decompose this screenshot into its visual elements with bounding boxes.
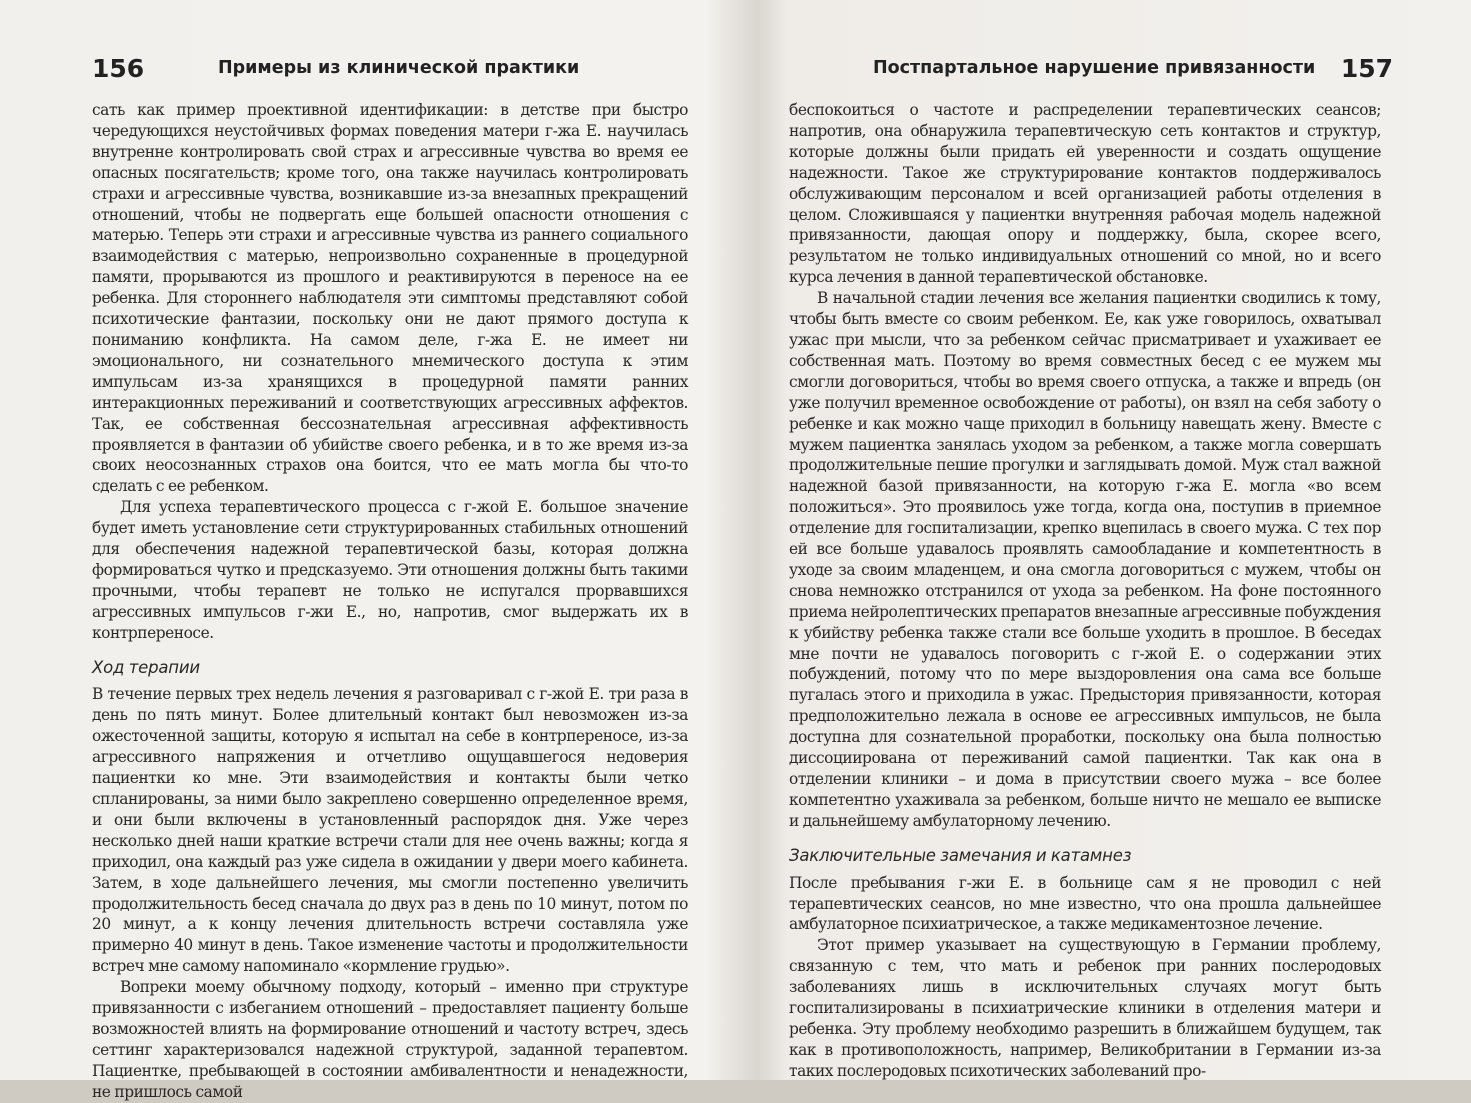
right-page-header [873,52,1393,92]
paragraph: В начальной стадии лечения все желания пациентки сводились к тому, чтобы быть вместе со своим ребенком. Ее, как уже говорилось, охватывал ужас при мысли, что за ребенком сейчас присматривает и ухаживает ее собственная мать. Поэтому во время совместных бесед с ее мужем мы смогли договориться, чтобы во время своего отпуска, а также и впредь (он уже получил временное освобождение от работы), он взял на себя заботу о ребенке и как можно чаще приходил в больницу навещать жену. Вместе с мужем пациентка занялась уходом за ребенком, а также могла совершать продолжительные пешие прогулки и заглядывать домой. Муж стал важной надежной базой привязанности, на которую г-жа Е. могла «во всем положиться». Это проявилось уже тогда, когда она, поступив в приемное отделение для госпитализации, крепко вцепилась в своего мужа. С тех пор ей все больше удавалось проявлять самообладание и компетентность в уходе за своим младенцем, и она смогла договориться с мужем, чтобы он снова немножко отстранился от ухода за ребенком. На фоне постоянного приема нейролептических препаратов внезапные агрессивные побуждения к убийству ребенка также стали все больше уходить в прошлое. В беседах мне почти не удавалось поговорить с г-жой Е. о содержании этих побуждений, потому что по мере выздоровления она сама все больше пугалась этого и приходила в ужас. Предыстория привязанности, которая предположительно лежала в основе ее агрессивных импульсов, не была доступна для сознательной проработки, поскольку она была полностью диссоциирована от переживаний самой пациентки. Так как она в отделении клиники – и дома в присутствии своего мужа – все более компетентно ухаживала за ребенком, больше ничто не мешало ее выписке и дальнейшему амбулаторному лечению. [789,289,1381,830]
paragraph: Этот пример указывает на существующую в Германии проблему, связанную с тем, что мать и ребенок при ранних послеродовых заболеваниях лишь в исключительных случаях могут быть госпитализированы в психиатрические клиники в отделения матери и ребенка. Эту проблему необходимо разрешить в ближайшем будущем, так как в противоположность, например, Великобритании в Германии из-за таких послеродовых психотических заболеваний про- [789,936,1381,1080]
paragraph: Вопреки моему обычному подходу, который – именно при структуре привязанности с избеганием отношений – предоставляет пациенту больше возможностей влиять на формирование отношений и частоту встреч, здесь сеттинг характеризовался надежной структурой, заданной терапевтом. Пациентке, пребывающей в состоянии амбивалентности и ненадежности, не пришлось самой [92,978,688,1101]
paragraph: беспокоиться о частоте и распределении терапевтических сеансов; напротив, она обнаружила терапевтическую сеть контактов и структур, которые должны были придать ей уверенности и создать ощущение надежности. Такое же структурирование контактов поддерживалось обслуживающим персоналом и всей организацией работы отделения в целом. Сложившаяся у пациентки внутренняя рабочая модель надежной привязанности, дающая опору и поддержку, была, скорее всего, результатом не только индивидуальных отношений со мной, но и всего курса лечения в данной терапевтической обстановке. [789,101,1381,287]
paragraph: сать как пример проективной идентификации: в детстве при быстро чередующихся неустойчивых формах поведения матери г-жа Е. научилась внутренне контролировать свой страх и агрессивные чувства во время ее опасных посягательств; кроме того, она также научилась контролировать страхи и агрессивные чувства, возникавшие из-за внезапных прекращений отношений, чтобы не подвергать еще большей опасности отношения с матерью. Теперь эти страхи и агрессивные чувства из раннего социального взаимодействия с матерью, непроизвольно сохраненные в процедурной памяти, прорываются из прошлого и реактивируются в переносе на ее ребенка. Для стороннего наблюдателя эти симптомы представляют собой психотические фантазии, поскольку они не дают прямого доступа к пониманию конфликта. На самом деле, г-жа Е. не имеет ни эмоционального, ни сознательного мнемического доступа к этим импульсам из-за хранящихся в процедурной памяти ранних интеракционных переживаний и соответствующих агрессивных аффектов. Так, ее собственная бессознательная агрессивная аффективность проявляется в фантазии об убийстве своего ребенка, и в то же время из-за своих неосознанных страхов она боится, что ее мать могла бы что-то сделать с ее ребенком. [92,101,688,496]
paragraph: В течение первых трех недель лечения я разговаривал с г-жой Е. три раза в день по пять минут. Более длительный контакт был невозможен из-за ожесточенной защиты, которую я испытал на себе в контрпереносе, из-за агрессивного напряжения и отчетливо ощущавшегося недоверия пациентки ко мне. Эти взаимодействия и контакты были четко спланированы, за ними было закреплено совершенно определенное время, и они были включены в установленный распорядок дня. Уже через несколько дней наши краткие встречи стали для нее очень важны; когда я приходил, она каждый раз уже сидела в ожидании у двери моего кабинета. Затем, в ходе дальнейшего лечения, мы смогли постепенно увеличить продолжительность бесед сначала до двух раз в день по 10 минут, потом по 20 минут, а к концу лечения длительность встречи составляла уже примерно 40 минут в день. Такое изменение частоты и продолжительности встреч мне самому напоминало «кормление грудью». [92,685,688,976]
running-title: Примеры из клинической практики [218,58,580,78]
section-heading: Ход терапии [92,657,200,677]
left-page-header [92,52,692,92]
right-page [737,0,1471,1080]
section-heading: Заключительные замечания и катамнез [789,845,1132,865]
left-page-body [92,100,688,1103]
paragraph: После пребывания г-жи Е. в больнице сам я не проводил с ней терапевтических сеансов, но мне известно, что она прошла дальнейшее амбулаторное психиатрическое, а также медикаментозное лечение. [789,873,1381,934]
running-title: Постпартальное нарушение привязанности [873,58,1316,78]
page-number: 157 [1340,54,1393,83]
page-number: 156 [92,54,145,83]
paragraph: Для успеха терапевтического процесса с г-жой Е. большое значение будет иметь установление сети структурированных стабильных отношений для обеспечения надежной терапевтической базы, которая должна формироваться чутко и предсказуемо. Эти отношения должны быть такими прочными, чтобы терапевт не только не испугался прорвавшихся агрессивных импульсов г-жи Е., но, напротив, смог выдержать их в контрпереносе. [92,498,688,642]
right-page-body [789,100,1381,1082]
left-page [0,0,735,1101]
